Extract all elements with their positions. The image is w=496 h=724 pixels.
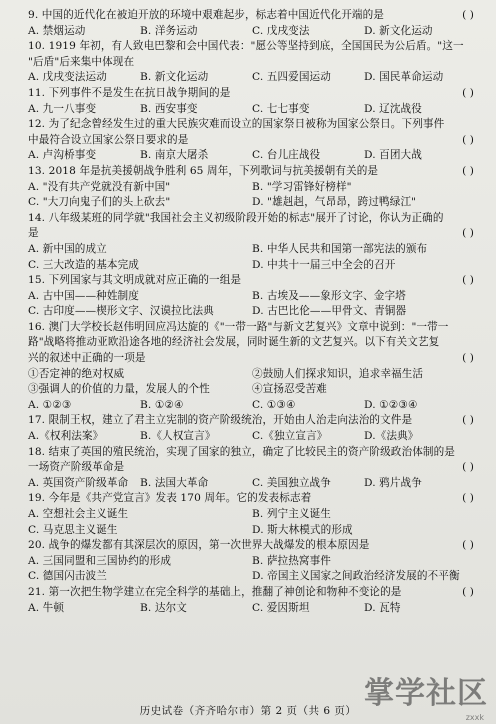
answer-option: ④宣扬忍受苦难 [252, 383, 327, 396]
answer-option: D. ①②③④ [364, 398, 418, 411]
question-block [28, 445, 476, 492]
answer-option: A. "没有共产党就没有新中国" [28, 180, 171, 193]
question-block [28, 585, 476, 616]
answer-option: D. 中共十一届三中全会的召开 [252, 258, 396, 271]
answer-option: ②鼓励人们探求知识，追求幸福生活 [252, 367, 424, 380]
question-stem [28, 117, 476, 133]
question-stem [28, 55, 476, 71]
question-stem [28, 585, 476, 601]
question-stem [28, 445, 476, 461]
answer-parentheses: ( ) [462, 227, 474, 240]
answer-option: A. 三国同盟和三国协约的形成 [28, 554, 172, 567]
answer-parentheses: ( ) [462, 9, 474, 21]
answer-option: A. 卢沟桥事变 [28, 149, 97, 162]
answer-parentheses: ( ) [462, 352, 474, 365]
question-stem [28, 39, 476, 55]
answer-option: B. ①②④ [140, 398, 184, 411]
question-text: 兴的叙述中正确的一项是 [28, 352, 146, 365]
answer-option: B. 中华人民共和国第一部宪法的颁布 [252, 242, 428, 255]
answer-parentheses: ( ) [462, 585, 474, 598]
answer-option: B. 达尔文 [140, 601, 187, 614]
answer-option: C. 七七事变 [252, 102, 310, 115]
question-stem [28, 86, 476, 102]
question-text: 10. 1919 年初，有人致电巴黎和会中国代表："愿公等坚持到底，全国国民为公后盾。"这一 [28, 40, 464, 53]
options-row [28, 304, 476, 320]
question-block [28, 86, 476, 117]
options-row [28, 554, 476, 570]
answer-option: D. 瓦特 [364, 601, 401, 614]
question-text: 14. 八年级某班的同学就"我国社会主义初级阶段开始的标志"展开了讨论，你认为正确的 [28, 211, 444, 224]
question-stem [28, 164, 476, 180]
question-text: "后盾"后来集中体现在 [28, 55, 135, 68]
answer-option: D. 帝国主义国家之间政治经济发展的不平衡 [252, 570, 460, 583]
answer-option: D. 古巴比伦——甲骨文、青铜器 [252, 305, 407, 318]
options-row [28, 24, 476, 40]
answer-option: C. ①③④ [252, 398, 296, 411]
answer-option: A.《权利法案》 [28, 430, 104, 443]
question-text: 17. 限制王权，建立了君主立宪制的资产阶级统治，开始由人治走向法治的文件是 [28, 414, 413, 427]
question-block [28, 39, 476, 86]
options-row [28, 289, 476, 305]
options-row [28, 398, 476, 414]
answer-option: C. "大刀向鬼子们的头上砍去" [28, 196, 171, 209]
question-block [28, 398, 476, 414]
answer-option: C. 爱因斯坦 [252, 601, 310, 614]
options-row [28, 382, 476, 398]
options-row [28, 523, 476, 539]
question-block [28, 8, 476, 39]
question-block [28, 320, 476, 398]
options-row [28, 102, 476, 118]
answer-parentheses: ( ) [462, 164, 474, 177]
answer-option: B. 新文化运动 [140, 71, 209, 84]
question-block [28, 491, 476, 538]
question-text: 20. 战争的爆发都有其深层次的原因，第一次世界大战爆发的根本原因是 [28, 539, 370, 552]
answer-option: B. 法国大革命 [140, 476, 209, 489]
question-text: 16. 澳门大学校长赵伟明回应冯达旋的《"一带一路"与新文艺复兴》文章中说到："一带一 [28, 320, 449, 333]
question-block [28, 164, 476, 211]
answer-option: C. 三大改造的基本完成 [28, 258, 140, 271]
answer-option: D. "雄赳赳，气昂昂，跨过鸭绿江" [252, 196, 417, 209]
question-stem [28, 491, 476, 507]
question-stem [28, 8, 476, 24]
answer-option: B. 萨拉热窝事件 [252, 554, 331, 567]
answer-option: A. 牛顿 [28, 601, 65, 614]
answer-parentheses: ( ) [462, 414, 474, 427]
answer-option: B. 南京大屠杀 [140, 149, 209, 162]
options-row [28, 476, 476, 492]
question-text: 路"战略将推动亚欧沿途各地的经济社会发展，同时诞生新的文艺复兴。以下有关文艺复 [28, 336, 440, 349]
answer-option: B. 西安事变 [140, 102, 198, 115]
answer-option: D. 鸦片战争 [364, 476, 422, 489]
answer-option: A. 英国资产阶级革命 [28, 476, 129, 489]
answer-option: C. 台儿庄战役 [252, 149, 321, 162]
answer-option: ③强调人的价值的力量，发展人的个性 [28, 383, 210, 396]
question-block [28, 273, 476, 320]
page-footer: 历史试卷（齐齐哈尔市）第 2 页（共 6 页） [139, 705, 357, 717]
answer-option: D.《法典》 [364, 430, 419, 443]
question-block [28, 211, 476, 273]
answer-parentheses: ( ) [462, 461, 474, 474]
question-text: 是 [28, 227, 39, 240]
question-text: 9. 中国的近代化在被迫开放的环境中艰难起步，标志着中国近代化开端的是 [28, 9, 384, 21]
options-row [28, 180, 476, 196]
answer-option: D. 辽沈战役 [364, 102, 422, 115]
question-text: 19. 今年是《共产党宣言》发表 170 周年。它的发表标志着 [28, 492, 312, 505]
question-text: 11. 下列事件不是发生在抗日战争期间的是 [28, 86, 231, 99]
answer-option: C. 戊戌变法 [252, 24, 310, 37]
answer-option: A. 古中国——种姓制度 [28, 289, 139, 302]
answer-option: C. 美国独立战争 [252, 476, 331, 489]
answer-option: B. 列宁主义诞生 [252, 508, 331, 520]
options-row [28, 507, 476, 523]
options-row [28, 242, 476, 258]
answer-option: ①否定神的绝对权威 [28, 367, 125, 380]
answer-option: A. 戊戌变法运动 [28, 71, 107, 84]
question-text: 一场资产阶级革命是 [28, 461, 125, 474]
answer-option: C. 马克思主义诞生 [28, 523, 118, 536]
answer-option: A. ①②③ [28, 398, 72, 411]
question-block [28, 538, 476, 585]
answer-option: C.《独立宣言》 [252, 430, 328, 443]
question-block [28, 117, 476, 164]
question-stem [28, 133, 476, 149]
options-row [28, 195, 476, 211]
question-stem [28, 273, 476, 289]
options-row [28, 429, 476, 445]
question-text: 21. 第一次把生物学建立在完全科学的基础上，推翻了神创论和物种不变论的是 [28, 585, 402, 598]
answer-option: A. 禁烟运动 [28, 24, 86, 37]
answer-option: B.《人权宣言》 [140, 430, 216, 443]
question-text: 15. 下列国家与其文明成就对应正确的一组是 [28, 274, 242, 287]
options-row [28, 70, 476, 86]
question-block [28, 413, 476, 444]
answer-parentheses: ( ) [462, 86, 474, 99]
question-stem [28, 351, 476, 367]
answer-option: D. 百团大战 [364, 149, 422, 162]
options-row [28, 258, 476, 274]
options-row [28, 148, 476, 164]
answer-option: B. 古埃及——象形文字、金字塔 [252, 289, 406, 302]
question-stem [28, 320, 476, 336]
answer-option: B. "学习雷锋好榜样" [252, 180, 352, 193]
options-row [28, 367, 476, 383]
question-text: 18. 结束了英国的殖民统治，实现了国家的独立，确定了比较民主的资产阶级政治体制的是 [28, 445, 455, 458]
question-text: 13. 2018 年是抗美援朝战争胜利 65 周年，下列歌词与抗美援朝有关的是 [28, 164, 379, 177]
options-row [28, 569, 476, 585]
watermark-logo: 掌学社区 [364, 676, 488, 711]
answer-option: A. 新中国的成立 [28, 242, 107, 255]
answer-option: D. 新文化运动 [364, 24, 433, 37]
question-stem [28, 335, 476, 351]
answer-parentheses: ( ) [462, 492, 474, 505]
answer-option: D. 国民革命运动 [364, 71, 444, 84]
answer-option: D. 斯大林模式的形成 [252, 523, 353, 536]
answer-option: C. 德国闪击波兰 [28, 570, 107, 583]
question-text: 12. 为了纪念曾经发生过的重大民族灾难而设立的国家祭日被称为国家公祭日。下列事件 [28, 118, 445, 131]
answer-option: C. 古印度——楔形文字、汉谟拉比法典 [28, 305, 214, 318]
question-stem [28, 211, 476, 227]
answer-option: B. 洋务运动 [140, 24, 198, 37]
watermark-sub: zxxk [465, 713, 484, 722]
answer-parentheses: ( ) [462, 133, 474, 146]
question-stem [28, 460, 476, 476]
answer-parentheses: ( ) [462, 539, 474, 552]
options-row [28, 601, 476, 617]
answer-option: A. 九一八事变 [28, 102, 97, 115]
answer-parentheses: ( ) [462, 274, 474, 287]
question-stem [28, 226, 476, 242]
answer-option: A. 空想社会主义诞生 [28, 508, 129, 520]
question-text: 中最符合设立国家公祭日要求的是 [28, 133, 189, 146]
question-stem [28, 413, 476, 429]
answer-option: C. 五四爱国运动 [252, 71, 331, 84]
question-stem [28, 538, 476, 554]
